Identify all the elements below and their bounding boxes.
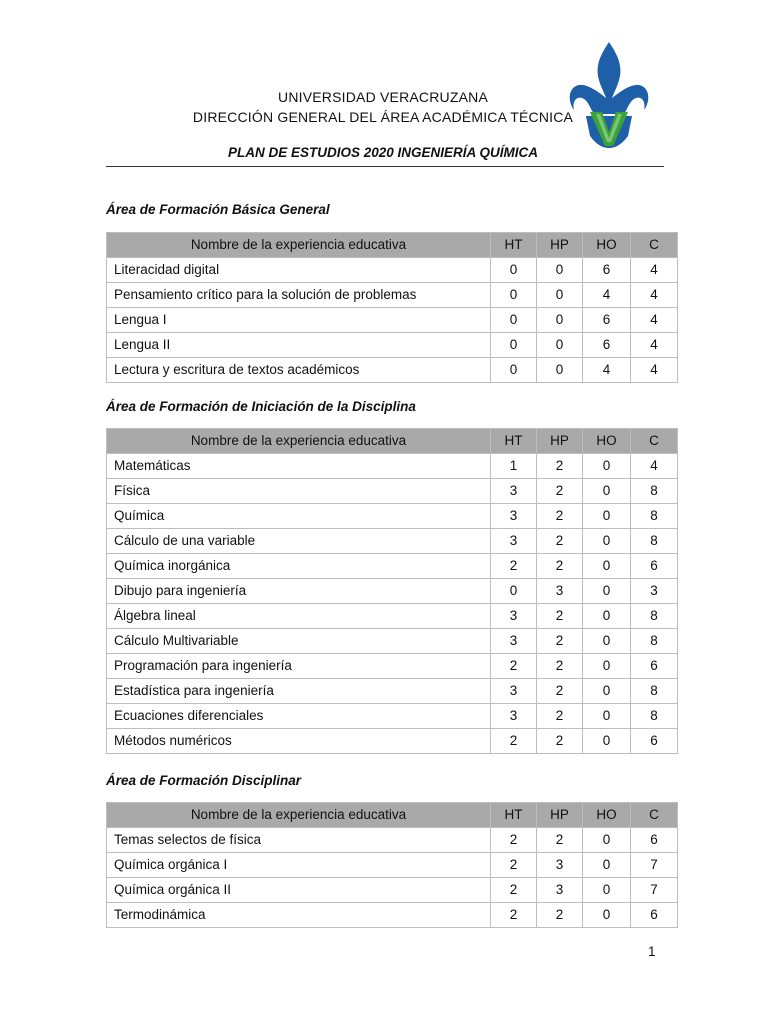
table-row bbox=[107, 504, 678, 529]
course-name: Química orgánica II bbox=[107, 878, 491, 903]
table-row bbox=[107, 333, 678, 358]
table-row bbox=[107, 283, 678, 308]
table-row bbox=[107, 878, 678, 903]
course-hours: 0 bbox=[491, 358, 537, 383]
course-hours: 0 bbox=[491, 579, 537, 604]
course-hours: 0 bbox=[583, 704, 631, 729]
course-hours: 3 bbox=[537, 853, 583, 878]
course-hours: 4 bbox=[631, 258, 678, 283]
course-hours: 3 bbox=[491, 479, 537, 504]
course-hours: 0 bbox=[583, 878, 631, 903]
course-hours: 8 bbox=[631, 604, 678, 629]
plan-title: PLAN DE ESTUDIOS 2020 INGENIERÍA QUÍMICA bbox=[227, 145, 539, 160]
section-title: Área de Formación Disciplinar bbox=[106, 773, 302, 788]
course-hours: 2 bbox=[491, 903, 537, 928]
course-hours: 6 bbox=[631, 828, 678, 853]
course-name: Física bbox=[107, 479, 491, 504]
curriculum-table bbox=[106, 232, 678, 383]
header-divider bbox=[106, 166, 664, 167]
table-row bbox=[107, 554, 678, 579]
course-hours: 1 bbox=[491, 454, 537, 479]
column-header: Nombre de la experiencia educativa bbox=[107, 803, 491, 828]
column-header: HT bbox=[491, 803, 537, 828]
course-name: Lectura y escritura de textos académicos bbox=[107, 358, 491, 383]
course-hours: 2 bbox=[537, 704, 583, 729]
course-hours: 2 bbox=[491, 878, 537, 903]
course-hours: 2 bbox=[537, 903, 583, 928]
course-name: Matemáticas bbox=[107, 454, 491, 479]
course-hours: 8 bbox=[631, 529, 678, 554]
course-hours: 2 bbox=[491, 654, 537, 679]
course-name: Lengua I bbox=[107, 308, 491, 333]
course-hours: 2 bbox=[537, 454, 583, 479]
table-row bbox=[107, 828, 678, 853]
course-hours: 0 bbox=[583, 729, 631, 754]
course-name: Métodos numéricos bbox=[107, 729, 491, 754]
course-hours: 0 bbox=[491, 258, 537, 283]
course-hours: 2 bbox=[537, 729, 583, 754]
column-header: HP bbox=[537, 803, 583, 828]
course-hours: 7 bbox=[631, 878, 678, 903]
course-hours: 8 bbox=[631, 504, 678, 529]
table-row bbox=[107, 604, 678, 629]
course-hours: 0 bbox=[583, 903, 631, 928]
course-hours: 2 bbox=[537, 479, 583, 504]
university-name: UNIVERSIDAD VERACRUZANA bbox=[278, 89, 488, 105]
university-logo-icon bbox=[566, 40, 652, 150]
course-name: Lengua II bbox=[107, 333, 491, 358]
course-hours: 2 bbox=[537, 604, 583, 629]
course-hours: 0 bbox=[491, 283, 537, 308]
course-hours: 6 bbox=[631, 554, 678, 579]
course-hours: 0 bbox=[583, 679, 631, 704]
course-hours: 6 bbox=[631, 903, 678, 928]
course-hours: 0 bbox=[537, 308, 583, 333]
column-header: HO bbox=[583, 429, 631, 454]
course-hours: 2 bbox=[491, 828, 537, 853]
course-hours: 6 bbox=[583, 333, 631, 358]
column-header: C bbox=[631, 429, 678, 454]
table-header-row bbox=[107, 233, 678, 258]
course-hours: 0 bbox=[583, 479, 631, 504]
course-hours: 3 bbox=[537, 579, 583, 604]
course-hours: 0 bbox=[583, 853, 631, 878]
course-hours: 2 bbox=[537, 554, 583, 579]
course-hours: 4 bbox=[631, 358, 678, 383]
course-name: Química bbox=[107, 504, 491, 529]
course-name: Pensamiento crítico para la solución de problemas bbox=[107, 283, 491, 308]
column-header: C bbox=[631, 803, 678, 828]
course-name: Temas selectos de física bbox=[107, 828, 491, 853]
course-hours: 2 bbox=[537, 504, 583, 529]
table-row bbox=[107, 679, 678, 704]
table-row bbox=[107, 629, 678, 654]
course-hours: 8 bbox=[631, 704, 678, 729]
table-row bbox=[107, 903, 678, 928]
column-header: HO bbox=[583, 233, 631, 258]
course-name: Literacidad digital bbox=[107, 258, 491, 283]
table-row bbox=[107, 529, 678, 554]
course-hours: 2 bbox=[537, 828, 583, 853]
course-hours: 6 bbox=[583, 258, 631, 283]
column-header: HT bbox=[491, 233, 537, 258]
curriculum-table bbox=[106, 428, 678, 754]
column-header: HP bbox=[537, 233, 583, 258]
column-header: C bbox=[631, 233, 678, 258]
page-number: 1 bbox=[648, 944, 656, 959]
table-row bbox=[107, 729, 678, 754]
course-hours: 2 bbox=[537, 679, 583, 704]
course-name: Química inorgánica bbox=[107, 554, 491, 579]
course-hours: 7 bbox=[631, 853, 678, 878]
course-hours: 2 bbox=[537, 629, 583, 654]
course-hours: 0 bbox=[491, 308, 537, 333]
course-hours: 0 bbox=[537, 333, 583, 358]
course-hours: 8 bbox=[631, 479, 678, 504]
column-header: Nombre de la experiencia educativa bbox=[107, 429, 491, 454]
course-name: Dibujo para ingeniería bbox=[107, 579, 491, 604]
table-header-row bbox=[107, 803, 678, 828]
direction-name: DIRECCIÓN GENERAL DEL ÁREA ACADÉMICA TÉCNICA bbox=[192, 109, 574, 125]
column-header: HT bbox=[491, 429, 537, 454]
course-name: Programación para ingeniería bbox=[107, 654, 491, 679]
course-name: Química orgánica I bbox=[107, 853, 491, 878]
course-name: Termodinámica bbox=[107, 903, 491, 928]
section-title: Área de Formación de Iniciación de la Disciplina bbox=[106, 399, 416, 414]
course-hours: 0 bbox=[537, 283, 583, 308]
table-row bbox=[107, 358, 678, 383]
table-row bbox=[107, 654, 678, 679]
course-hours: 3 bbox=[491, 704, 537, 729]
course-hours: 0 bbox=[537, 258, 583, 283]
course-hours: 4 bbox=[631, 333, 678, 358]
table-row bbox=[107, 579, 678, 604]
column-header: Nombre de la experiencia educativa bbox=[107, 233, 491, 258]
course-name: Cálculo de una variable bbox=[107, 529, 491, 554]
course-hours: 0 bbox=[583, 629, 631, 654]
table-row bbox=[107, 258, 678, 283]
course-hours: 0 bbox=[583, 454, 631, 479]
table-row bbox=[107, 454, 678, 479]
course-hours: 3 bbox=[631, 579, 678, 604]
course-hours: 4 bbox=[583, 358, 631, 383]
course-name: Ecuaciones diferenciales bbox=[107, 704, 491, 729]
course-hours: 2 bbox=[537, 654, 583, 679]
course-hours: 3 bbox=[491, 629, 537, 654]
course-name: Estadística para ingeniería bbox=[107, 679, 491, 704]
course-hours: 3 bbox=[537, 878, 583, 903]
course-hours: 0 bbox=[583, 579, 631, 604]
course-hours: 2 bbox=[491, 554, 537, 579]
course-hours: 8 bbox=[631, 679, 678, 704]
course-hours: 0 bbox=[583, 604, 631, 629]
curriculum-table bbox=[106, 802, 678, 928]
course-name: Álgebra lineal bbox=[107, 604, 491, 629]
course-hours: 8 bbox=[631, 629, 678, 654]
document-header bbox=[0, 0, 768, 170]
course-hours: 2 bbox=[491, 853, 537, 878]
course-hours: 0 bbox=[583, 504, 631, 529]
course-hours: 2 bbox=[537, 529, 583, 554]
course-hours: 4 bbox=[583, 283, 631, 308]
section-title: Área de Formación Básica General bbox=[106, 202, 330, 217]
column-header: HO bbox=[583, 803, 631, 828]
course-hours: 6 bbox=[583, 308, 631, 333]
course-hours: 4 bbox=[631, 308, 678, 333]
course-hours: 0 bbox=[583, 554, 631, 579]
course-hours: 3 bbox=[491, 529, 537, 554]
course-hours: 2 bbox=[491, 729, 537, 754]
course-name: Cálculo Multivariable bbox=[107, 629, 491, 654]
table-row bbox=[107, 308, 678, 333]
course-hours: 0 bbox=[491, 333, 537, 358]
course-hours: 4 bbox=[631, 454, 678, 479]
course-hours: 0 bbox=[583, 654, 631, 679]
table-header-row bbox=[107, 429, 678, 454]
course-hours: 0 bbox=[583, 529, 631, 554]
course-hours: 3 bbox=[491, 679, 537, 704]
course-hours: 4 bbox=[631, 283, 678, 308]
course-hours: 3 bbox=[491, 504, 537, 529]
table-row bbox=[107, 479, 678, 504]
course-hours: 6 bbox=[631, 654, 678, 679]
course-hours: 0 bbox=[583, 828, 631, 853]
course-hours: 0 bbox=[537, 358, 583, 383]
course-hours: 3 bbox=[491, 604, 537, 629]
table-row bbox=[107, 853, 678, 878]
column-header: HP bbox=[537, 429, 583, 454]
course-hours: 6 bbox=[631, 729, 678, 754]
table-row bbox=[107, 704, 678, 729]
